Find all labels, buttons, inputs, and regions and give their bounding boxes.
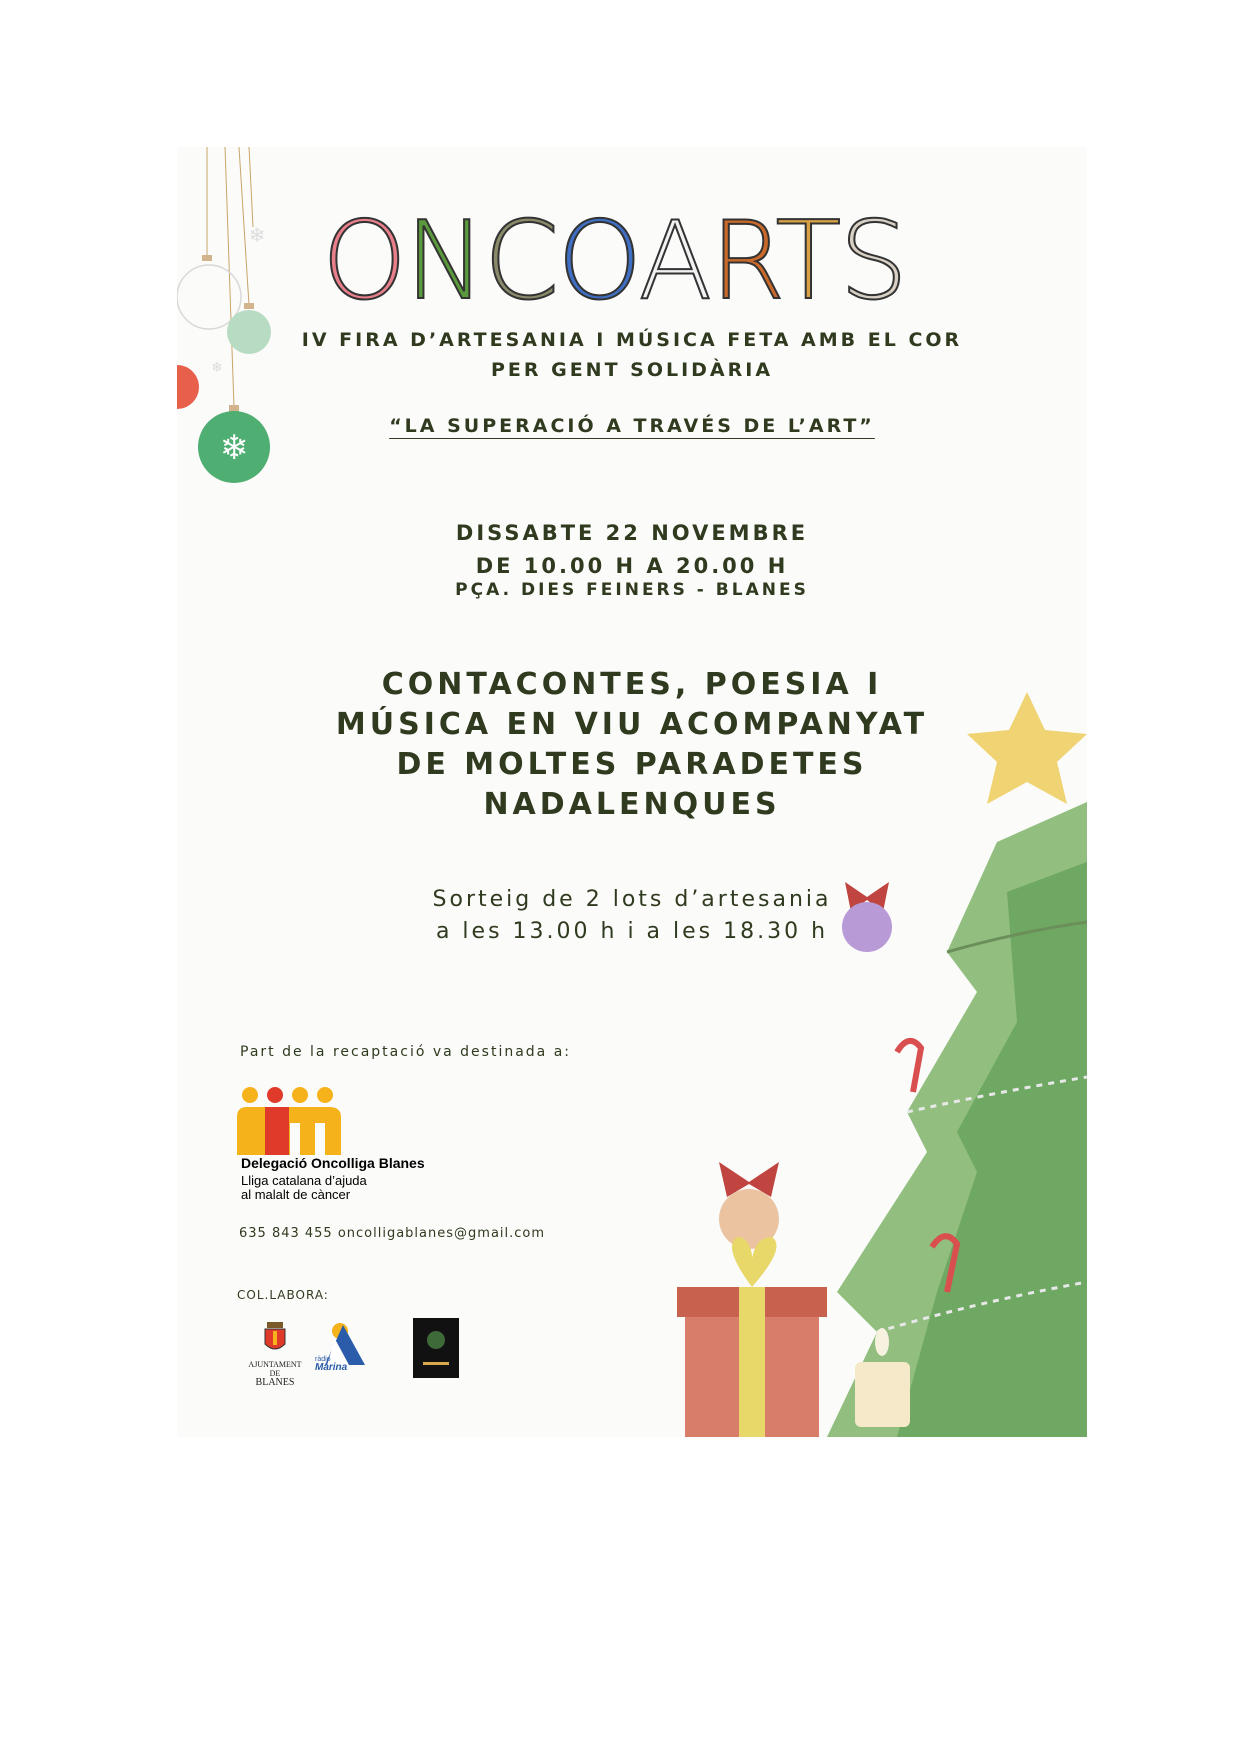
star-icon — [967, 692, 1087, 804]
sponsor-dark-logo — [413, 1318, 459, 1378]
contact-info: 635 843 455 oncolligablanes@gmail.com — [239, 1226, 546, 1241]
logo-letter-7: T — [775, 199, 840, 324]
logo-letter-4: O — [557, 199, 639, 324]
svg-text:❄: ❄ — [248, 223, 266, 247]
sponsor2-line-1: ràdio — [315, 1356, 331, 1363]
logo-letter-1: O — [322, 199, 406, 324]
sponsor-ajuntament — [243, 1322, 307, 1387]
candle-icon — [855, 1362, 910, 1427]
sponsor1-line-1: AJUNTAMENT DE — [248, 1360, 302, 1378]
ornament-icon — [842, 902, 892, 952]
sponsor2-line-2: Marina — [315, 1362, 348, 1373]
headline-line-1: CONTACONTES, POESIA I — [381, 667, 883, 702]
oncoarts-logo — [322, 199, 922, 324]
event-time: DE 10.00 H A 20.00 H — [475, 554, 789, 578]
oncolliga-logo — [237, 1085, 487, 1155]
org-sub-line-2: al malalt de càncer — [241, 1187, 351, 1202]
raffle-line-2: a les 13.00 h i a les 18.30 h — [435, 919, 829, 944]
raffle-line-1: Sorteig de 2 lots d’artesania — [432, 887, 832, 912]
logo-letter-2: N — [405, 199, 484, 324]
headline-line-4: NADALENQUES — [483, 787, 781, 822]
quote — [177, 415, 1087, 437]
headline-line-3: DE MOLTES PARADETES — [396, 747, 868, 782]
sail-icon — [305, 1319, 367, 1377]
subtitle — [177, 325, 1087, 385]
event-datetime — [177, 517, 1087, 583]
christmas-tree-icon — [677, 692, 1087, 1437]
event-date: DISSABTE 22 NOVEMBRE — [455, 521, 809, 545]
sponsor-radio-marina — [305, 1319, 367, 1381]
logo-letter-8: S — [839, 199, 906, 324]
headline-line-2: MÚSICA EN VIU ACOMPANYAT — [335, 707, 929, 742]
org-sub-line-1: Lliga catalana d’ajuda — [241, 1173, 367, 1188]
svg-text:❄: ❄ — [211, 360, 223, 376]
destination-label: Part de la recaptació va destinada a: — [240, 1044, 572, 1060]
event-place: PÇA. DIES FEINERS - BLANES — [455, 580, 809, 600]
subtitle-line-1: IV FIRA D’ARTESANIA I MÚSICA FETA AMB EL COR — [301, 329, 963, 351]
sponsor1-line-2: BLANES — [255, 1377, 295, 1388]
svg-text:❄: ❄ — [219, 428, 249, 468]
subtitle-line-2: PER GENT SOLIDÀRIA — [490, 359, 774, 381]
collab-label: COL.LABORA: — [237, 1288, 329, 1302]
gift-icon — [677, 1237, 827, 1437]
poster — [177, 147, 1087, 1437]
logo-letter-3: C — [483, 199, 558, 324]
logo-letter-5: A — [638, 199, 711, 324]
shield-icon — [243, 1322, 307, 1356]
org-name: Delegació Oncolliga Blanes — [241, 1155, 425, 1171]
quote-text: “LA SUPERACIÓ A TRAVÉS DE L’ART” — [389, 415, 875, 437]
logo-letter-6: R — [710, 199, 776, 324]
org-subtitle — [241, 1174, 367, 1202]
